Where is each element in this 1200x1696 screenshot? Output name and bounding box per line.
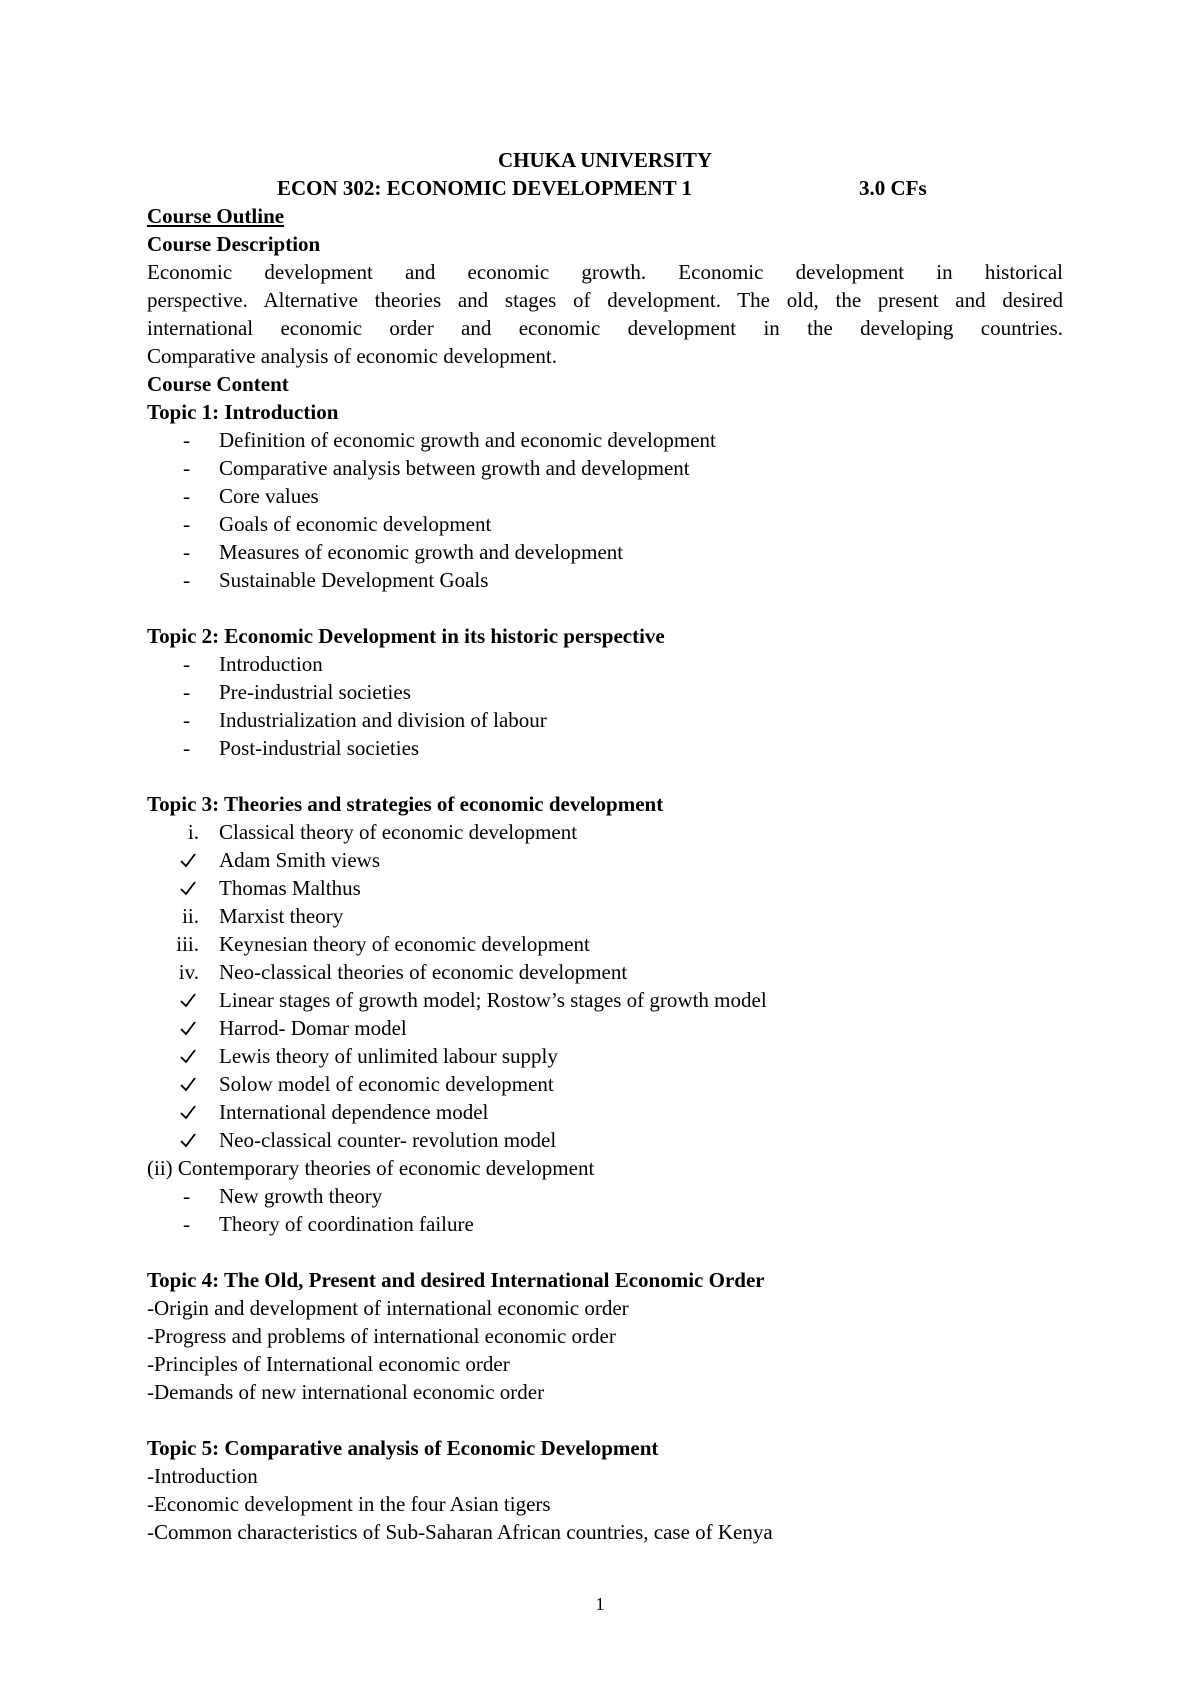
list-item: Harrod- Domar model xyxy=(147,1014,1063,1042)
list-item: Neo-classical counter- revolution model xyxy=(147,1126,1063,1154)
list-item: -Progress and problems of international economic order xyxy=(147,1324,616,1348)
list-item: Adam Smith views xyxy=(147,846,1063,874)
list-item: iv. Neo-classical theories of economic development xyxy=(147,958,1063,986)
topic5-list xyxy=(147,1462,1063,1546)
list-item: - Goals of economic development xyxy=(183,512,492,536)
list-item: i. Classical theory of economic development xyxy=(147,818,1063,846)
list-item: Linear stages of growth model; Rostow’s stages of growth model xyxy=(147,986,1063,1014)
list-item: -Origin and development of international economic order xyxy=(147,1296,629,1320)
course-credits: 3.0 CFs xyxy=(859,176,927,200)
topic1-list xyxy=(147,426,1063,594)
checkmark-icon xyxy=(179,1126,197,1154)
roman-numeral: iii. xyxy=(176,932,199,956)
list-item: - Introduction xyxy=(183,652,323,676)
course-description-heading: Course Description xyxy=(147,232,321,256)
spacer xyxy=(147,1238,1063,1266)
topic3-list xyxy=(147,818,1063,1238)
topic4-list xyxy=(147,1294,1063,1406)
checkmark-icon xyxy=(179,1070,197,1098)
page-number: 1 xyxy=(595,1594,605,1614)
topic3-title: Topic 3: Theories and strategies of economic development xyxy=(147,792,664,816)
description-line: perspective. Alternative theories and stages of development. The old, the present and desired xyxy=(147,288,1063,312)
spacer xyxy=(147,594,1063,622)
checkmark-icon xyxy=(179,1098,197,1126)
list-item: - Industrialization and division of labour xyxy=(183,708,547,732)
dash-bullet: - xyxy=(183,568,190,592)
document-page xyxy=(147,146,1063,1546)
topic2-list xyxy=(147,650,1063,762)
list-item: - Sustainable Development Goals xyxy=(183,568,489,592)
list-item: -Introduction xyxy=(147,1464,258,1488)
list-item: - Definition of economic growth and economic development xyxy=(183,428,716,452)
roman-numeral: ii. xyxy=(182,904,199,928)
list-item: - Core values xyxy=(183,484,319,508)
list-item: - Pre-industrial societies xyxy=(183,680,411,704)
course-title: ECON 302: ECONOMIC DEVELOPMENT 1 xyxy=(277,176,692,200)
topic1-title: Topic 1: Introduction xyxy=(147,400,339,424)
university-title: CHUKA UNIVERSITY xyxy=(497,148,713,172)
dash-bullet: - xyxy=(183,456,190,480)
dash-bullet: - xyxy=(183,736,190,760)
list-item: -Demands of new international economic order xyxy=(147,1380,545,1404)
checkmark-icon xyxy=(179,1014,197,1042)
dash-bullet: - xyxy=(183,540,190,564)
list-item: - Measures of economic growth and development xyxy=(183,540,624,564)
list-item: Solow model of economic development xyxy=(147,1070,1063,1098)
dash-bullet: - xyxy=(183,708,190,732)
list-item: -Common characteristics of Sub-Saharan African countries, case of Kenya xyxy=(147,1520,773,1544)
topic2-title: Topic 2: Economic Development in its historic perspective xyxy=(147,624,665,648)
dash-bullet: - xyxy=(183,484,190,508)
list-item: ii. Marxist theory xyxy=(147,902,1063,930)
dash-bullet: - xyxy=(183,428,190,452)
list-item: International dependence model xyxy=(147,1098,1063,1126)
checkmark-icon xyxy=(179,1042,197,1070)
spacer xyxy=(147,762,1063,790)
course-content-heading: Course Content xyxy=(147,372,289,396)
dash-bullet: - xyxy=(183,652,190,676)
topic5-title: Topic 5: Comparative analysis of Economic Development xyxy=(147,1436,659,1460)
dash-bullet: - xyxy=(183,1184,190,1208)
list-item: - Comparative analysis between growth and development xyxy=(183,456,690,480)
list-item: - New growth theory xyxy=(183,1184,383,1208)
list-item: Thomas Malthus xyxy=(147,874,1063,902)
contemporary-heading: (ii) Contemporary theories of economic development xyxy=(147,1156,595,1180)
course-description xyxy=(147,258,1063,370)
dash-bullet: - xyxy=(183,680,190,704)
description-line: Comparative analysis of economic development. xyxy=(147,344,557,368)
checkmark-icon xyxy=(179,846,197,874)
description-line: Economic development and economic growth. Economic development in historical xyxy=(147,260,1063,284)
list-item: -Principles of International economic order xyxy=(147,1352,510,1376)
dash-bullet: - xyxy=(183,1212,190,1236)
dash-bullet: - xyxy=(183,512,190,536)
list-item: -Economic development in the four Asian tigers xyxy=(147,1492,551,1516)
course-outline-heading: Course Outline xyxy=(147,204,285,228)
roman-numeral: iv. xyxy=(178,960,199,984)
list-item: - Post-industrial societies xyxy=(183,736,420,760)
checkmark-icon xyxy=(179,874,197,902)
roman-numeral: i. xyxy=(187,820,199,844)
list-item: Lewis theory of unlimited labour supply xyxy=(147,1042,1063,1070)
checkmark-icon xyxy=(179,986,197,1014)
spacer xyxy=(147,1406,1063,1434)
list-item: iii. Keynesian theory of economic development xyxy=(147,930,1063,958)
course-title-row xyxy=(147,174,1063,202)
topic4-title: Topic 4: The Old, Present and desired International Economic Order xyxy=(147,1268,765,1292)
list-item: - Theory of coordination failure xyxy=(183,1212,474,1236)
description-line: international economic order and economic development in the developing countries. xyxy=(147,316,1063,340)
